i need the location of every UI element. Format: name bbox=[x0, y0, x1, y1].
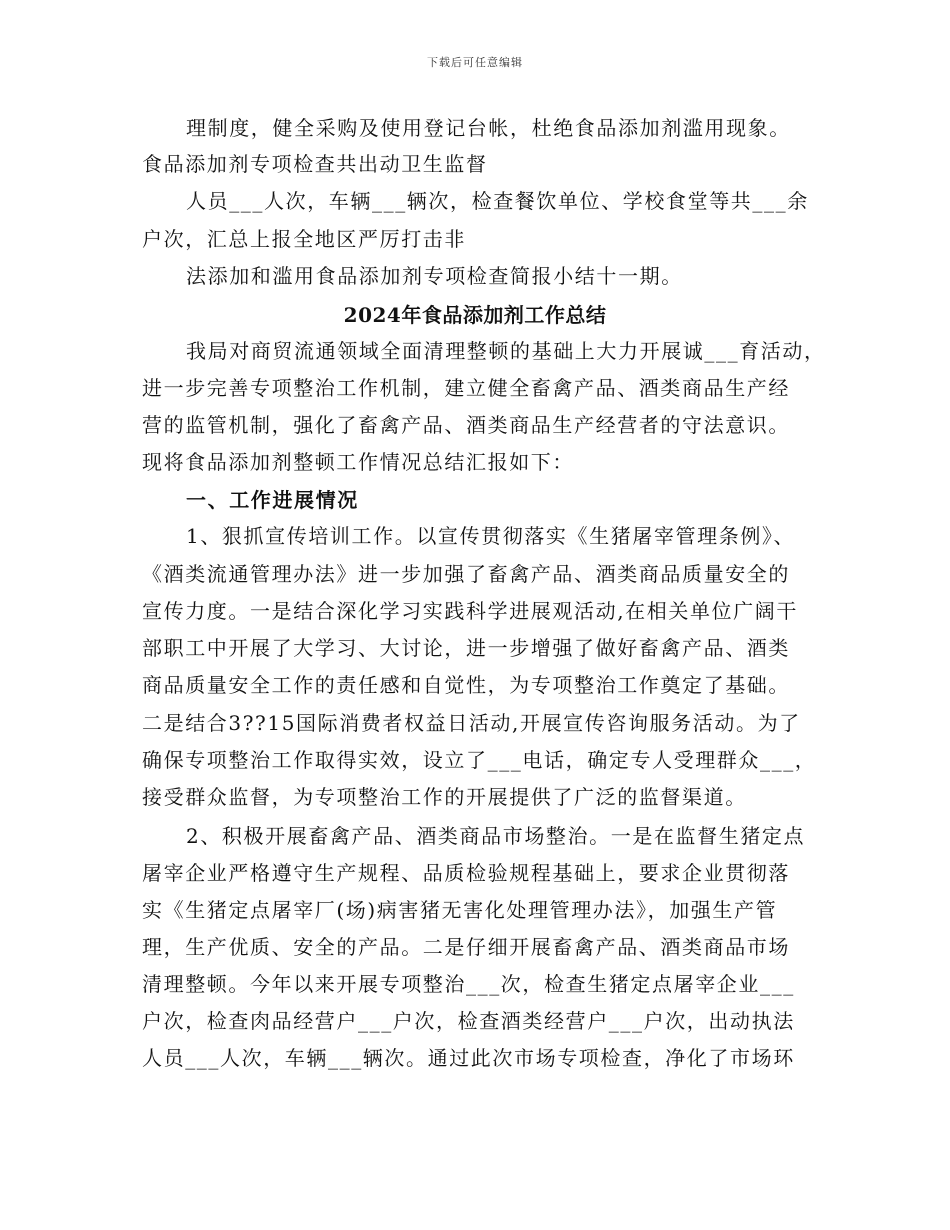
text-line: 我局对商贸流通领域全面清理整顿的基础上大力开展诚___育活动， bbox=[186, 339, 826, 363]
text-line: 《酒类流通管理办法》进一步加强了畜禽产品、酒类商品质量安全的 bbox=[142, 562, 790, 586]
text-line: 户次，检查肉品经营户___户次，检查酒类经营户___户次，出动执法 bbox=[142, 1009, 795, 1033]
text-line: 商品质量安全工作的责任感和自觉性，为专项整治工作奠定了基础。 bbox=[142, 673, 790, 697]
page-header-note: 下载后可任意编辑 bbox=[427, 56, 523, 69]
text-line: 宣传力度。一是结合深化学习实践科学进展观活动,在相关单位广阔干 bbox=[142, 599, 798, 623]
text-line: 2、积极开展畜禽产品、酒类商品市场整治。一是在监督生猪定点 bbox=[186, 824, 806, 848]
text-line: 户次，汇总上报全地区严厉打击非 bbox=[142, 227, 466, 251]
text-line: 实《生猪定点屠宰厂(场)病害猪无害化处理管理办法》，加强生产管 bbox=[142, 898, 778, 922]
text-line: 确保专项整治工作取得实效，设立了___电话，确定专人受理群众___， bbox=[142, 748, 817, 772]
text-line: 人员___人次，车辆___辆次。通过此次市场专项检查，净化了市场环 bbox=[142, 1046, 795, 1070]
text-line: 理，生产优质、安全的产品。二是仔细开展畜禽产品、酒类商品市场 bbox=[142, 935, 790, 959]
text-line: 人员___人次，车辆___辆次，检查餐饮单位、学校食堂等共___余 bbox=[186, 189, 809, 213]
text-line: 法添加和滥用食品添加剂专项检查简报小结十一期。 bbox=[186, 264, 683, 288]
text-line: 营的监管机制，强化了畜禽产品、酒类商品生产经营者的守法意识。 bbox=[142, 413, 790, 437]
text-line: 屠宰企业严格遵守生产规程、品质检验规程基础上，要求企业贯彻落 bbox=[142, 861, 790, 885]
text-line: 清理整顿。今年以来开展专项整治___次，检查生猪定点屠宰企业___ bbox=[142, 972, 795, 996]
text-line: 现将食品添加剂整顿工作情况总结汇报如下： bbox=[142, 450, 574, 474]
text-line: 接受群众监督，为专项整治工作的开展提供了广泛的监督渠道。 bbox=[142, 785, 747, 809]
text-line: 部职工中开展了大学习、大讨论，进一步增强了做好畜禽产品、酒类 bbox=[142, 636, 790, 660]
text-line: 1、狠抓宣传培训工作。以宣传贯彻落实《生猪屠宰管理条例》、 bbox=[186, 524, 796, 548]
section-heading: 一、工作进展情况 bbox=[186, 488, 359, 512]
text-line: 理制度，健全采购及使用登记台帐，杜绝食品添加剂滥用现象。 bbox=[186, 116, 791, 140]
document-title: 2024年食品添加剂工作总结 bbox=[343, 303, 607, 327]
text-line: 进一步完善专项整治工作机制，建立健全畜禽产品、酒类商品生产经 bbox=[142, 376, 790, 400]
text-line: 二是结合3??15国际消费者权益日活动,开展宣传咨询服务活动。为了 bbox=[142, 711, 801, 735]
text-line: 食品添加剂专项检查共出动卫生监督 bbox=[142, 152, 488, 176]
